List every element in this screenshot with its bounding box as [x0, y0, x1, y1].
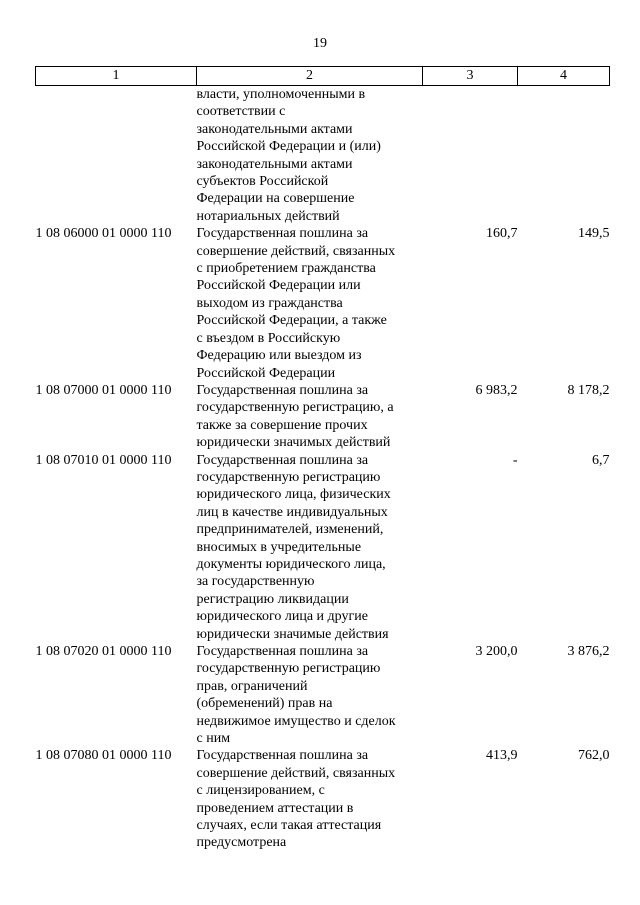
table-row — [36, 747, 610, 851]
description-line: вносимых в учредительные — [196, 539, 362, 555]
description-line: Государственная пошлина за — [196, 644, 369, 659]
row-description — [197, 225, 423, 382]
description-line: Государственная пошлина за — [196, 382, 369, 398]
row-description — [197, 86, 423, 226]
table-header-row — [36, 67, 610, 86]
table-row — [36, 86, 610, 226]
row-description — [197, 643, 423, 747]
row-value-col4: 3 876,2 — [567, 644, 610, 659]
row-value-col3 — [423, 86, 518, 226]
description-line: законодательными актами — [196, 121, 353, 137]
row-value-col4 — [518, 86, 610, 226]
column-header-1: 1 — [36, 67, 197, 86]
description-line: государственную регистрацию — [196, 661, 381, 677]
description-line: юридического лица, физических — [196, 487, 391, 503]
row-value-col3: - — [512, 452, 518, 468]
column-header-4: 4 — [518, 67, 610, 86]
description-line: соответствии с — [196, 104, 286, 120]
description-line: Российской Федерации — [196, 365, 336, 381]
description-line: также за совершение прочих — [196, 417, 368, 433]
description-line: предпринимателей, изменений, — [196, 522, 384, 538]
row-value-col4: 149,5 — [578, 226, 610, 242]
description-line: недвижимое имущество и сделок — [196, 713, 396, 729]
description-line: юридически значимые действия — [196, 626, 389, 642]
row-code — [36, 86, 197, 226]
table-body — [36, 86, 610, 852]
description-line: юридического лица и другие — [196, 609, 368, 625]
description-line: нотариальных действий — [196, 208, 340, 224]
row-value-col3: 160,7 — [486, 226, 518, 242]
row-value-col4: 6,7 — [592, 452, 610, 468]
description-line: власти, уполномоченными в — [196, 87, 366, 102]
description-line: Государственная пошлина за — [196, 452, 369, 468]
description-line: (обременений) прав на — [196, 696, 333, 712]
row-value-col3: 413,9 — [486, 748, 518, 764]
description-line: совершение действий, связанных — [196, 243, 396, 259]
description-line: государственную регистрацию, а — [196, 400, 394, 416]
row-description — [197, 382, 423, 452]
description-line: лиц в качестве индивидуальных — [196, 504, 388, 520]
description-line: регистрацию ликвидации — [196, 591, 349, 607]
description-line: выходом из гражданства — [196, 295, 343, 311]
row-description — [197, 452, 423, 643]
description-line: законодательными актами — [196, 156, 353, 172]
description-line: Государственная пошлина за — [196, 226, 369, 242]
column-header-3: 3 — [423, 67, 518, 86]
description-line: с приобретением гражданства — [196, 261, 376, 277]
description-line: государственную регистрацию — [196, 469, 381, 485]
budget-table — [35, 66, 610, 852]
description-line: случаях, если такая аттестация — [196, 818, 382, 834]
table-row — [36, 452, 610, 643]
row-value-col4: 8 178,2 — [567, 382, 610, 398]
table-row — [36, 225, 610, 382]
row-value-col4: 762,0 — [578, 748, 610, 764]
table-row — [36, 382, 610, 452]
page-number: 19 — [313, 36, 327, 51]
description-line: проведением аттестации в — [196, 800, 354, 816]
description-line: прав, ограничений — [196, 678, 308, 694]
row-value-col3: 6 983,2 — [475, 382, 518, 398]
row-value-col3: 3 200,0 — [475, 644, 518, 659]
row-description — [197, 747, 423, 851]
description-line: Федерации на совершение — [196, 191, 355, 207]
description-line: Государственная пошлина за — [196, 748, 369, 764]
row-code: 1 08 06000 01 0000 110 — [35, 226, 172, 242]
column-header-2: 2 — [197, 67, 423, 86]
table-row — [36, 643, 610, 747]
row-code: 1 08 07000 01 0000 110 — [35, 382, 172, 398]
description-line: Российской Федерации и (или) — [196, 139, 381, 155]
description-line: Российской Федерации, а также — [196, 313, 387, 329]
description-line: юридически значимых действий — [196, 435, 391, 451]
description-line: с лицензированием, с — [196, 783, 325, 799]
row-code: 1 08 07010 01 0000 110 — [35, 452, 172, 468]
description-line: с ним — [196, 731, 231, 747]
description-line: Федерацию или выездом из — [196, 348, 362, 364]
description-line: с въездом в Российскую — [196, 330, 341, 346]
row-code: 1 08 07020 01 0000 110 — [35, 644, 172, 659]
row-code: 1 08 07080 01 0000 110 — [35, 748, 172, 764]
description-line: предусмотрена — [196, 835, 287, 851]
description-line: совершение действий, связанных — [196, 765, 396, 781]
description-line: документы юридического лица, — [196, 556, 386, 572]
description-line: субъектов Российской — [196, 174, 329, 190]
description-line: Российской Федерации или — [196, 278, 361, 294]
description-line: за государственную — [196, 574, 315, 590]
